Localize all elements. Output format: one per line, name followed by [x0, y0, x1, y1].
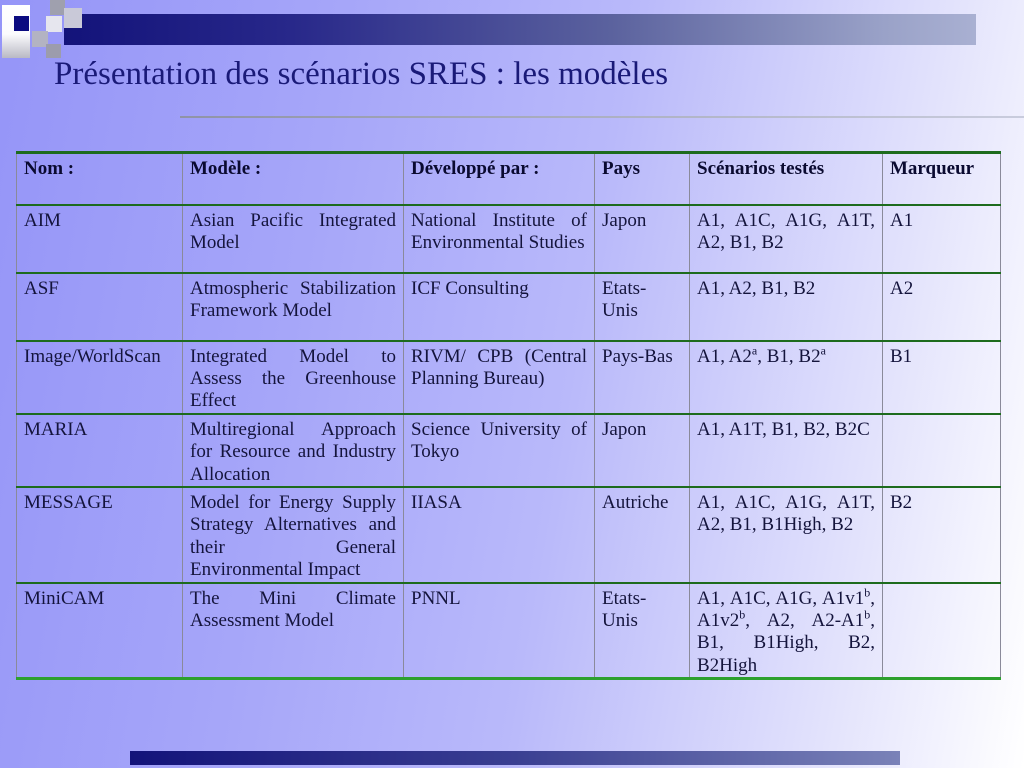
cell-name: Image/WorldScan	[24, 345, 161, 367]
cell-scenarios: A1, A1C, A1G, A1T, A2, B1, B2	[690, 205, 883, 273]
cell-scenarios: A1, A1C, A1G, A1T, A2, B1, B1High, B2	[690, 487, 883, 583]
table-header-row	[17, 153, 1001, 205]
cell-marker	[883, 414, 1001, 487]
cell-marker: B1	[883, 341, 1001, 414]
top-bar-decoration	[64, 14, 976, 45]
cell-model: Model for Energy Supply Strategy Alternatives and their General Environmental Impact	[183, 487, 404, 583]
column-header-marker: Marqueur	[883, 153, 1001, 205]
column-header-country: Pays	[595, 153, 690, 205]
pixel-square-decoration	[46, 16, 62, 32]
cell-country: Pays-Bas	[595, 341, 690, 414]
cell-country: Etats-Unis	[595, 273, 690, 341]
column-header-name: Nom :	[24, 158, 75, 179]
cell-name: MARIA	[24, 418, 88, 440]
cell-model: Atmospheric Stabilization Framework Model	[183, 273, 404, 341]
column-header-developer: Développé par :	[404, 153, 595, 205]
scenario-footnote-superscript: b	[739, 607, 746, 622]
cell-model: The Mini Climate Assessment Model	[183, 583, 404, 679]
column-header-model: Modèle :	[183, 153, 404, 205]
column-header-scenarios: Scénarios testés	[690, 153, 883, 205]
cell-scenarios: A1, A2, B1, B2	[690, 273, 883, 341]
table-row	[17, 487, 1001, 583]
cell-country: Autriche	[595, 487, 690, 583]
cell-name: MiniCAM	[24, 587, 105, 609]
table-row	[17, 273, 1001, 341]
cell-model: Integrated Model to Assess the Greenhouse Effect	[183, 341, 404, 414]
cell-developer: PNNL	[404, 583, 595, 679]
cell-marker: B2	[883, 487, 1001, 583]
pixel-square-navy-decoration	[14, 16, 29, 31]
table-row	[17, 414, 1001, 487]
cell-model: Asian Pacific Integrated Model	[183, 205, 404, 273]
cell-scenarios: A1, A2$^a$, B1, B2$^a$	[690, 341, 883, 414]
cell-name: ASF	[24, 277, 59, 299]
cell-developer: National Institute of Environmental Studies	[404, 205, 595, 273]
table-row	[17, 341, 1001, 414]
table-row	[17, 205, 1001, 273]
title-underline	[180, 116, 1024, 118]
scenario-footnote-superscript: a	[751, 343, 758, 358]
cell-developer: IIASA	[404, 487, 595, 583]
cell-marker: A2	[883, 273, 1001, 341]
scenario-footnote-superscript: b	[864, 585, 871, 600]
pixel-square-decoration	[64, 8, 82, 28]
pixel-square-decoration	[50, 0, 65, 15]
cell-developer: Science University of Tokyo	[404, 414, 595, 487]
cell-name: MESSAGE	[24, 491, 113, 513]
cell-scenarios: A1, A1T, B1, B2, B2C	[690, 414, 883, 487]
cell-developer: RIVM/ CPB (Central Planning Bureau)	[404, 341, 595, 414]
cell-country: Etats-Unis	[595, 583, 690, 679]
scenario-footnote-superscript: a	[820, 343, 826, 358]
cell-developer: ICF Consulting	[404, 273, 595, 341]
cell-country: Japon	[595, 205, 690, 273]
sres-models-table	[16, 151, 1001, 680]
cell-country: Japon	[595, 414, 690, 487]
scenario-footnote-superscript: b	[864, 607, 871, 622]
cell-name: AIM	[24, 209, 61, 231]
cell-model: Multiregional Approach for Resource and Industry Allocation	[183, 414, 404, 487]
slide-title: Présentation des scénarios SRES : les modèles	[54, 56, 669, 92]
table-row	[17, 583, 1001, 679]
pixel-square-decoration	[2, 5, 30, 58]
cell-scenarios: A1, A1C, A1G, A1v1$^b$, A1v2$^b$, A2, A2-A1$^b$, B1, B1High, B2, B2High	[690, 583, 883, 679]
cell-marker	[883, 583, 1001, 679]
bottom-bar-decoration	[130, 751, 900, 765]
cell-marker: A1	[883, 205, 1001, 273]
